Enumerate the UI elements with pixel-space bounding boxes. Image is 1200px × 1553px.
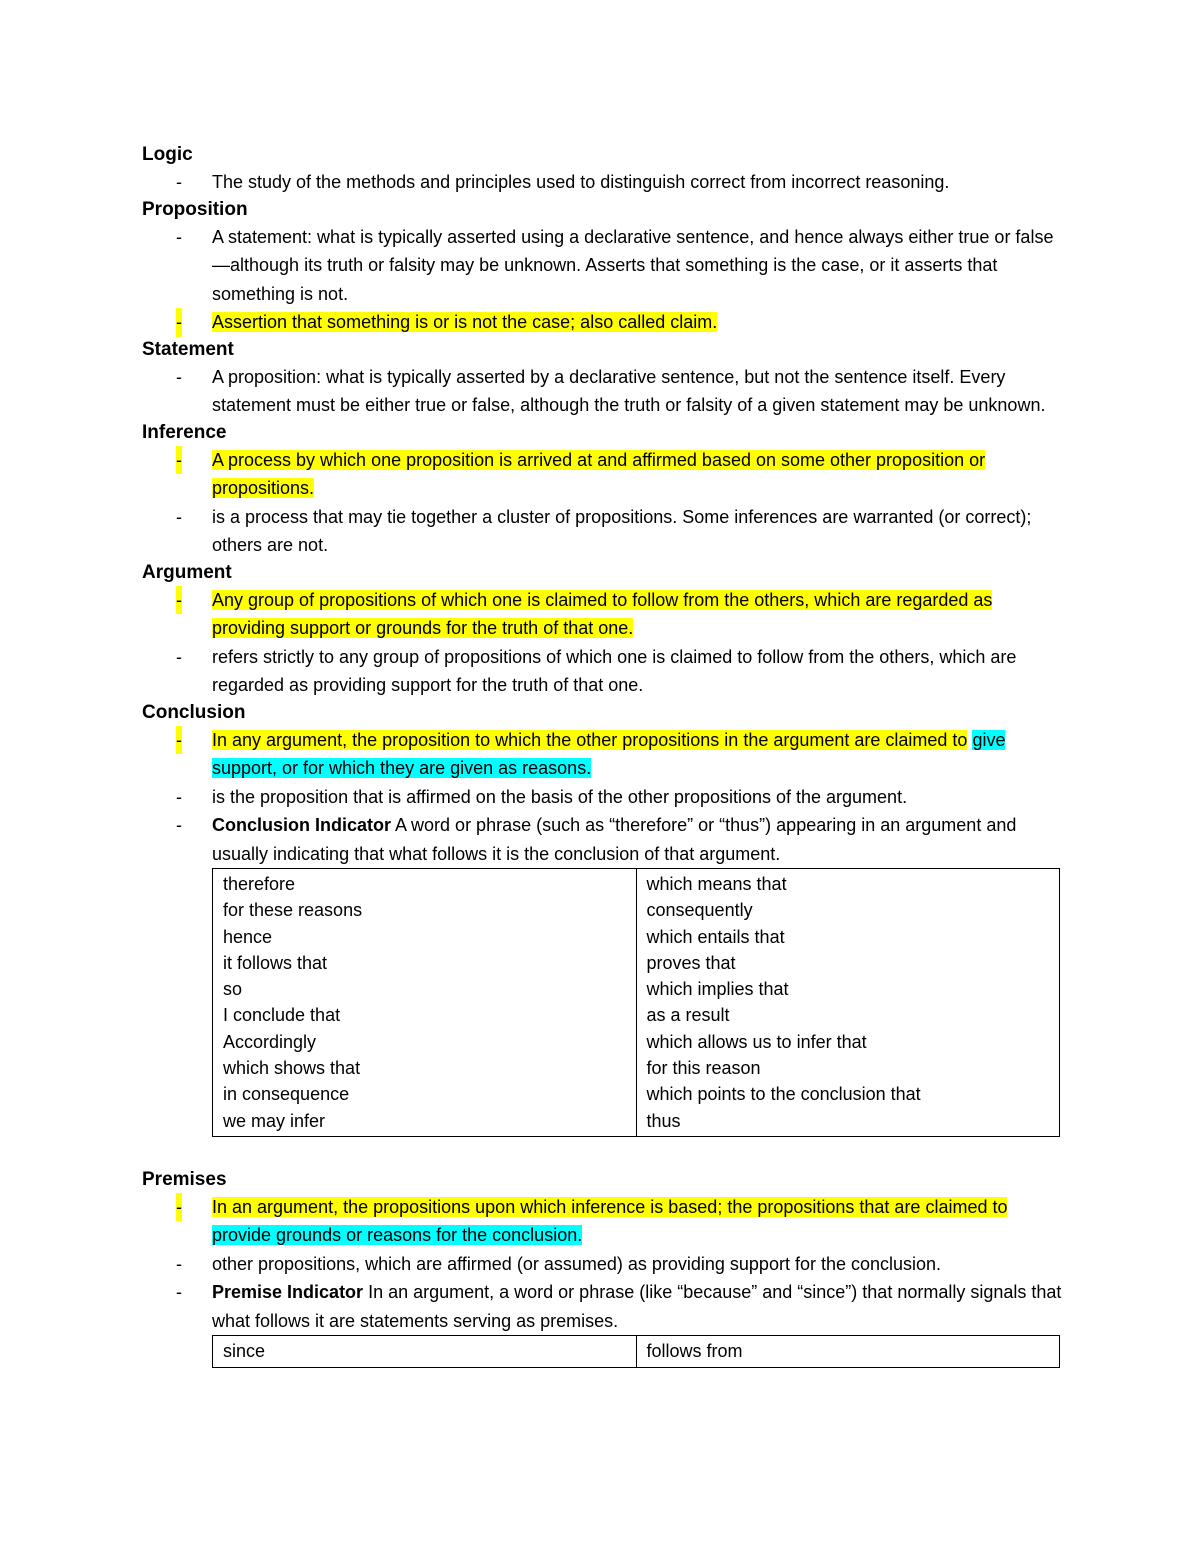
list-item (142, 586, 1062, 643)
term-inference: Inference (142, 421, 227, 443)
indicator-word: I conclude that (223, 1005, 341, 1026)
indicator-word: consequently (646, 900, 753, 921)
indicator-word: which implies that (646, 979, 789, 1000)
indicator-word: follows from (646, 1341, 743, 1362)
dash-bullet: - (176, 586, 182, 615)
list-item: - other propositions, which are affirmed (or assumed) as providing support for the conclusion. (142, 1250, 1062, 1279)
conclusion-indicator-table (212, 868, 1060, 1137)
indicator-word: in consequence (223, 1084, 350, 1105)
term-argument: Argument (142, 561, 232, 583)
highlighted-text: A process by which one proposition is arrived at and affirmed based on some other proposition or propositions. (212, 449, 986, 498)
list-item (142, 726, 1062, 783)
indicator-word: therefore (223, 874, 296, 894)
highlighted-text: In an argument, the propositions upon which inference is based; the propositions that are claimed to (212, 1196, 1008, 1217)
dash-bullet: - (176, 646, 182, 667)
term-proposition: Proposition (142, 198, 248, 220)
indicator-column-left (213, 869, 637, 1137)
list-item: - is the proposition that is affirmed on the basis of the other propositions of the argument. (142, 783, 1062, 812)
dash-bullet: - (176, 366, 182, 387)
dash-bullet: - (176, 815, 182, 835)
term-statement: Statement (142, 338, 234, 360)
list-item (142, 446, 1062, 503)
indicator-word: which entails that (646, 926, 785, 947)
list-item: - A statement: what is typically asserted using a declarative sentence, and hence always either true or false—although its truth or falsity may be unknown. Asserts that something is the case, or it asserts that something is not. (142, 223, 1062, 309)
term-logic: Logic (142, 144, 193, 165)
indicator-word: which means that (646, 874, 787, 894)
premise-indicator-table (212, 1335, 1060, 1367)
dash-bullet: - (176, 1193, 182, 1222)
indicator-word: hence (223, 926, 273, 947)
conclusion-indicator-label: Conclusion Indicator (212, 815, 392, 835)
indicator-word: thus (646, 1110, 681, 1131)
premise-indicator-label: Premise Indicator (212, 1282, 364, 1303)
list-item: - A proposition: what is typically asserted by a declarative sentence, but not the sentence itself. Every statement must be either true or false, although the truth or falsity of a given statement may be unknown. (142, 363, 1062, 420)
list-item: - Premise Indicator In an argument, a word or phrase (like “because” and “since”) that normally signals that what follows it are statements serving as premises. (142, 1278, 1062, 1335)
list-item: - is a process that may tie together a cluster of propositions. Some inferences are warranted (or correct); others are not. (142, 503, 1062, 560)
indicator-word: which shows that (223, 1058, 361, 1079)
dash-bullet: - (176, 1253, 182, 1274)
indicator-word: we may infer (223, 1110, 326, 1131)
indicator-word: for this reason (646, 1058, 761, 1079)
dash-bullet: - (176, 308, 182, 337)
notes-content (142, 142, 1062, 1368)
indicator-column-right (636, 869, 1060, 1137)
dash-bullet: - (176, 226, 182, 247)
list-item (142, 1193, 1062, 1250)
indicator-column-left (213, 1336, 637, 1367)
indicator-word: so (223, 979, 243, 1000)
cyan-highlighted-text: provide grounds or reasons for the conclusion. (212, 1225, 583, 1246)
dash-bullet: - (176, 506, 182, 527)
indicator-word: since (223, 1341, 266, 1362)
list-item: - refers strictly to any group of propositions of which one is claimed to follow from the others, which are regarded as providing support for the truth of that one. (142, 643, 1062, 700)
indicator-column-right (636, 1336, 1060, 1367)
cyan-highlighted-text: give support, or for which they are given as reasons. (212, 729, 1006, 778)
dash-bullet: - (176, 726, 182, 755)
indicator-word: which allows us to infer that (646, 1031, 867, 1052)
dash-bullet: - (176, 446, 182, 475)
term-premises: Premises (142, 1168, 227, 1190)
indicator-word: it follows that (223, 952, 328, 973)
indicator-word: which points to the conclusion that (646, 1084, 921, 1105)
dash-bullet: - (176, 172, 182, 192)
indicator-word: for these reasons (223, 900, 363, 921)
indicator-word: proves that (646, 952, 736, 973)
indicator-word: as a result (646, 1005, 730, 1026)
term-conclusion: Conclusion (142, 701, 246, 723)
list-item: - The study of the methods and principles used to distinguish correct from incorrect reasoning. (142, 168, 1062, 197)
dash-bullet: - (176, 1282, 182, 1303)
dash-bullet: - (176, 786, 182, 807)
indicator-word: Accordingly (223, 1031, 317, 1052)
highlighted-text: Assertion that something is or is not the case; also called claim. (212, 312, 718, 332)
highlighted-text: In any argument, the proposition to which the other propositions in the argument are claimed to (212, 729, 968, 750)
highlighted-text: Any group of propositions of which one is claimed to follow from the others, which are regarded as providing support or grounds for the truth of that one. (212, 589, 993, 638)
list-item (142, 308, 1062, 337)
list-item: - Conclusion Indicator A word or phrase (such as “therefore” or “thus”) appearing in an argument and usually indicating that what follows it is the conclusion of that argument. (142, 811, 1062, 868)
